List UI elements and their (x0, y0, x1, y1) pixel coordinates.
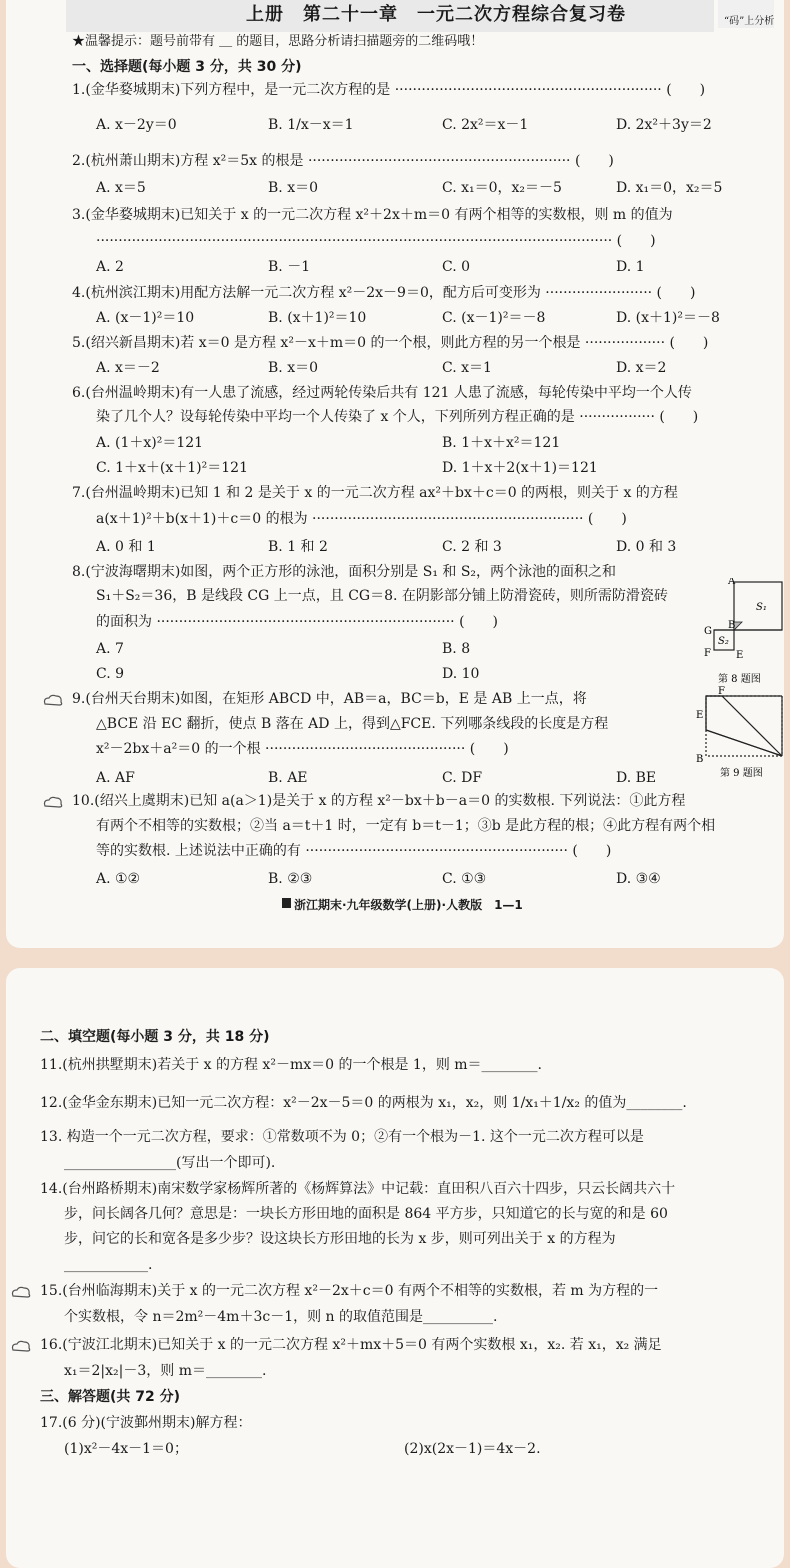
option: C. (x－1)²＝－8 (442, 310, 546, 326)
question-7-cont: a(x＋1)²＋b(x＋1)＋c＝0 的根为 ····························································· ( ) (96, 511, 627, 527)
question-8-cont: S₁＋S₂＝36，B 是线段 CG 上一点，且 CG＝8. 在阴影部分铺上防滑瓷砖，则所需防滑瓷砖 (96, 588, 668, 604)
option: B. (x＋1)²＝10 (268, 310, 367, 326)
question-16-cont: x₁＝2|x₂|－3，则 m＝________. (64, 1363, 267, 1379)
option: D. 1＋x＋2(x＋1)＝121 (442, 460, 598, 476)
question-13: 13. 构造一个一元二次方程，要求：①常数项不为 0；②有一个根为－1. 这个一元二次方程可以是 (40, 1129, 644, 1145)
option: C. 2x²＝x－1 (442, 117, 529, 133)
question-10-cont: 等的实数根. 上述说法中正确的有 ··························································· ( ) (96, 843, 612, 859)
option: C. ①③ (442, 871, 487, 887)
chapter-title: 上册 第二十一章 一元二次方程综合复习卷 (246, 4, 626, 25)
question-5: 5.(绍兴新昌期末)若 x＝0 是方程 x²－x＋m＝0 的一个根，则此方程的另一个根是 ·················· ( ) (72, 335, 709, 351)
option: D. x₁＝0，x₂＝5 (616, 180, 723, 196)
question-11: 11.(杭州拱墅期末)若关于 x 的方程 x²－mx＝0 的一个根是 1，则 m＝________. (40, 1057, 543, 1073)
svg-text:S₁: S₁ (756, 602, 767, 613)
option: A. (1＋x)²＝121 (96, 435, 204, 451)
section-solve: 三、解答题(共 72 分) (40, 1389, 181, 1405)
question-6-cont: 染了几个人？设每轮传染中平均一个人传染了 x 个人，下列所列方程正确的是 ················· ( ) (96, 409, 699, 425)
question-13-cont: ________________(写出一个即可). (64, 1155, 276, 1171)
question-17-part-1: (1)x²－4x－1＝0； (64, 1441, 188, 1457)
svg-text:F: F (704, 648, 711, 659)
question-4: 4.(杭州滨江期末)用配方法解一元二次方程 x²－2x－9＝0，配方后可变形为 ························ ( ) (72, 285, 696, 301)
option: C. DF (442, 770, 483, 786)
section-fill: 二、填空题(每小题 3 分，共 18 分) (40, 1029, 270, 1045)
option: C. x₁＝0，x₂＝－5 (442, 180, 562, 196)
option: A. ①② (96, 871, 141, 887)
page-2 (6, 968, 784, 1568)
qr-label: “码”上分析 (724, 16, 775, 27)
question-14-cont: 步，问长阔各几何？意思是：一块长方形田地的面积是 864 平方步，只知道它的长与宽的和是 60 (64, 1206, 668, 1222)
question-17: 17.(6 分)(宁波鄞州期末)解方程： (40, 1415, 252, 1431)
option: C. 2 和 3 (442, 539, 502, 555)
svg-text:B: B (728, 620, 736, 631)
option: A. x＝5 (96, 180, 146, 196)
svg-text:F: F (718, 686, 725, 697)
option: A. 0 和 1 (96, 539, 156, 555)
question-15-cont: 个实数根，令 n＝2m²－4m＋3c－1，则 n 的取值范围是__________. (64, 1309, 498, 1325)
option: A. x－2y＝0 (96, 117, 177, 133)
question-9-cont: x²－2bx＋a²＝0 的一个根 ············································· ( ) (96, 741, 509, 757)
option: B. AE (268, 770, 308, 786)
option: B. －1 (268, 259, 311, 275)
option: D. (x＋1)²＝－8 (616, 310, 720, 326)
svg-text:E: E (736, 650, 744, 661)
question-16: 16.(宁波江北期末)已知关于 x 的一元二次方程 x²＋mx＋5＝0 有两个实数根 x₁，x₂. 若 x₁，x₂ 满足 (40, 1337, 662, 1353)
option: B. x＝0 (268, 360, 318, 376)
question-3: 3.(金华婺城期末)已知关于 x 的一元二次方程 x²＋2x＋m＝0 有两个相等的实数根，则 m 的值为 (72, 207, 673, 223)
option: D. ③④ (616, 871, 661, 887)
option: B. 1 和 2 (268, 539, 328, 555)
option: B. 1＋x＋x²＝121 (442, 435, 561, 451)
option: B. x＝0 (268, 180, 318, 196)
option: D. BE (616, 770, 657, 786)
option: C. x＝1 (442, 360, 492, 376)
option: B. 1/x－x＝1 (268, 117, 354, 133)
question-1: 1.(金华婺城期末)下列方程中，是一元二次方程的是 ···························································· ( ) (72, 82, 706, 98)
option: C. 1＋x＋(x＋1)²＝121 (96, 460, 248, 476)
tip-text: ★温馨提示：题号前带有 ＿ 的题目，思路分析请扫描题旁的二维码哦！ (72, 34, 484, 49)
figure-8 (700, 578, 784, 690)
question-10-cont: 有两个不相等的实数根；②当 a＝t＋1 时，一定有 b＝t－1；③b 是此方程的根；④此方程有两个相 (96, 818, 716, 834)
question-8-cont: 的面积为 ··································································· ( ) (96, 614, 498, 630)
option: D. 2x²＋3y＝2 (616, 117, 712, 133)
svg-text:E: E (696, 710, 704, 721)
figure-8-caption: 第 8 题图 (718, 674, 761, 685)
cloud-icon (10, 1338, 32, 1352)
option: B. 8 (442, 641, 471, 657)
question-9: 9.(台州天台期末)如图，在矩形 ABCD 中，AB＝a，BC＝b，E 是 AB 上一点，将 (72, 691, 587, 707)
option: D. 10 (442, 666, 480, 682)
option: C. 0 (442, 259, 471, 275)
question-7: 7.(台州温岭期末)已知 1 和 2 是关于 x 的一元二次方程 ax²＋bx＋c＝0 的两根，则关于 x 的方程 (72, 485, 678, 501)
option: D. 0 和 3 (616, 539, 677, 555)
svg-text:G: G (704, 626, 712, 637)
question-12: 12.(金华金东期末)已知一元二次方程：x²－2x－5＝0 的两根为 x₁，x₂，则 1/x₁＋1/x₂ 的值为________. (40, 1095, 687, 1111)
svg-text:A: A (728, 578, 736, 587)
question-14-cont: 步，问它的长和宽各是多少步？设这块长方形田地的长为 x 步，则可列出关于 x 的方程为 (64, 1231, 616, 1247)
option: B. ②③ (268, 871, 313, 887)
page-1 (6, 0, 784, 948)
option: A. 2 (96, 259, 124, 275)
question-14-cont: ____________. (64, 1257, 153, 1273)
figure-9-caption: 第 9 题图 (720, 768, 763, 779)
svg-text:B: B (696, 754, 704, 765)
question-2: 2.(杭州萧山期末)方程 x²＝5x 的根是 ··························································· ( ) (72, 153, 614, 169)
question-17-part-2: (2)x(2x－1)＝4x－2. (404, 1441, 541, 1457)
option: A. (x－1)²＝10 (96, 310, 195, 326)
svg-text:S₂: S₂ (718, 636, 729, 647)
option: C. 9 (96, 666, 125, 682)
question-8: 8.(宁波海曙期末)如图，两个正方形的泳池，面积分别是 S₁ 和 S₂，两个泳池的面积之和 (72, 564, 617, 580)
figure-9 (690, 686, 784, 782)
cloud-icon (42, 794, 64, 808)
footer-mark (282, 898, 291, 908)
option: D. 1 (616, 259, 645, 275)
cloud-icon (10, 1284, 32, 1298)
question-9-cont: △BCE 沿 EC 翻折，使点 B 落在 AD 上，得到△FCE. 下列哪条线段的长度是方程 (96, 716, 609, 732)
question-14: 14.(台州路桥期末)南宋数学家杨辉所著的《杨辉算法》中记载：直田积八百六十四步，只云长阔共六十 (40, 1181, 676, 1197)
cloud-icon (42, 692, 64, 706)
option: A. 7 (96, 641, 124, 657)
section-choice: 一、选择题(每小题 3 分，共 30 分) (72, 59, 302, 75)
question-10: 10.(绍兴上虞期末)已知 a(a＞1)是关于 x 的方程 x²－bx＋b－a＝0 的实数根. 下列说法：①此方程 (72, 793, 686, 809)
option: D. x＝2 (616, 360, 667, 376)
question-3-dots: ···················································································································· ( ) (96, 233, 656, 249)
option: A. x＝－2 (96, 360, 160, 376)
question-15: 15.(台州临海期末)关于 x 的一元二次方程 x²－2x＋c＝0 有两个不相等的实数根，若 m 为方程的一 (40, 1283, 659, 1299)
page-footer: 浙江期末·九年级数学(上册)·人教版 1—1 (294, 898, 523, 912)
option: A. AF (96, 770, 135, 786)
question-6: 6.(台州温岭期末)有一人患了流感，经过两轮传染后共有 121 人患了流感，每轮传染中平均一个人传 (72, 385, 692, 401)
